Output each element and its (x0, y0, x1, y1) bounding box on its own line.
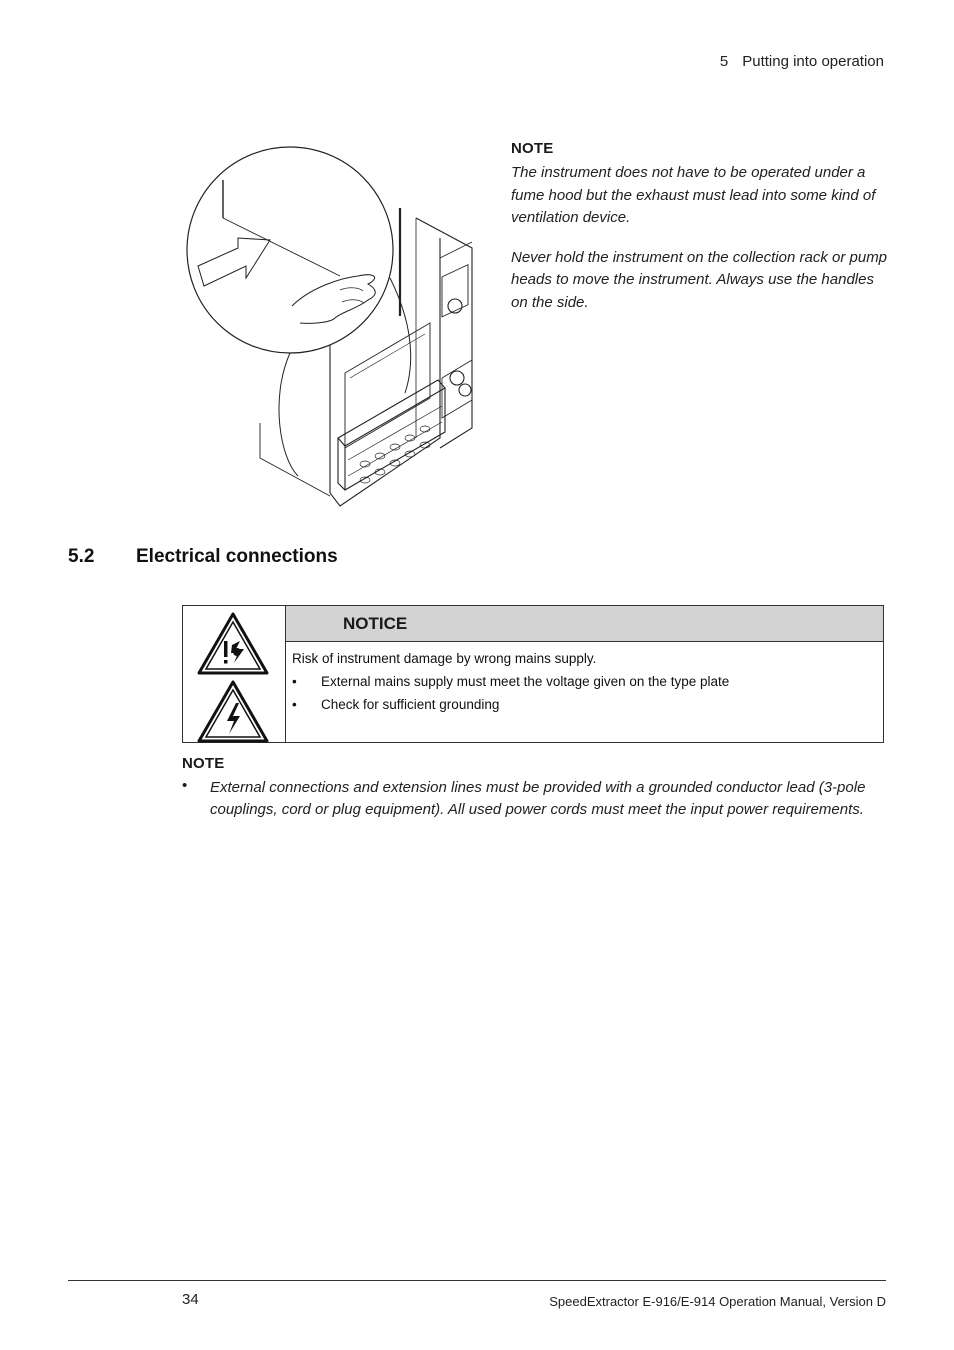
side-note-title: NOTE (511, 140, 554, 157)
section-heading (68, 546, 338, 568)
notice-content (286, 606, 883, 742)
electrical-note (182, 755, 882, 821)
notice-bullet (292, 670, 883, 693)
notice-title: NOTICE (286, 606, 883, 642)
notice-icon-column (183, 606, 286, 742)
side-note (511, 140, 891, 314)
electrical-note-title: NOTE (182, 755, 225, 772)
section-number: 5.2 (68, 546, 95, 567)
running-header (720, 53, 884, 70)
notice-bullet (292, 693, 883, 716)
document-title: SpeedExtractor E-916/E-914 Operation Manual, Version D (549, 1294, 886, 1309)
notice-bullet-text: External mains supply must meet the voltage given on the type plate (321, 674, 730, 689)
chapter-title: Putting into operation (742, 53, 884, 70)
electrical-hazard-icon (196, 679, 270, 745)
notice-intro: Risk of instrument damage by wrong mains supply. (292, 651, 597, 666)
electrical-note-text: External connections and extension lines must be provided with a grounded conductor lead (3-pole couplings, cord or plug equipment). All used power cords must meet the input power requirements. (210, 779, 866, 818)
bullet-symbol: • (292, 674, 297, 689)
notice-box (182, 605, 884, 743)
bullet-symbol: • (292, 697, 297, 712)
side-note-paragraph: The instrument does not have to be operated under a fume hood but the exhaust must lead into some kind of ventilation device. (511, 164, 876, 226)
instrument-lifting-illustration (180, 138, 485, 516)
chapter-number: 5 (719, 53, 729, 70)
notice-body (286, 642, 883, 716)
side-note-paragraph: Never hold the instrument on the collection rack or pump heads to move the instrument. Always use the handles on the side. (511, 248, 888, 311)
list-item (182, 777, 882, 821)
bullet-symbol: • (182, 777, 188, 794)
section-title: Electrical connections (136, 546, 338, 567)
notice-bullet-text: Check for sufficient grounding (321, 697, 500, 712)
footer-divider (68, 1280, 886, 1281)
general-warning-icon (196, 611, 270, 677)
page-number: 34 (182, 1291, 199, 1308)
